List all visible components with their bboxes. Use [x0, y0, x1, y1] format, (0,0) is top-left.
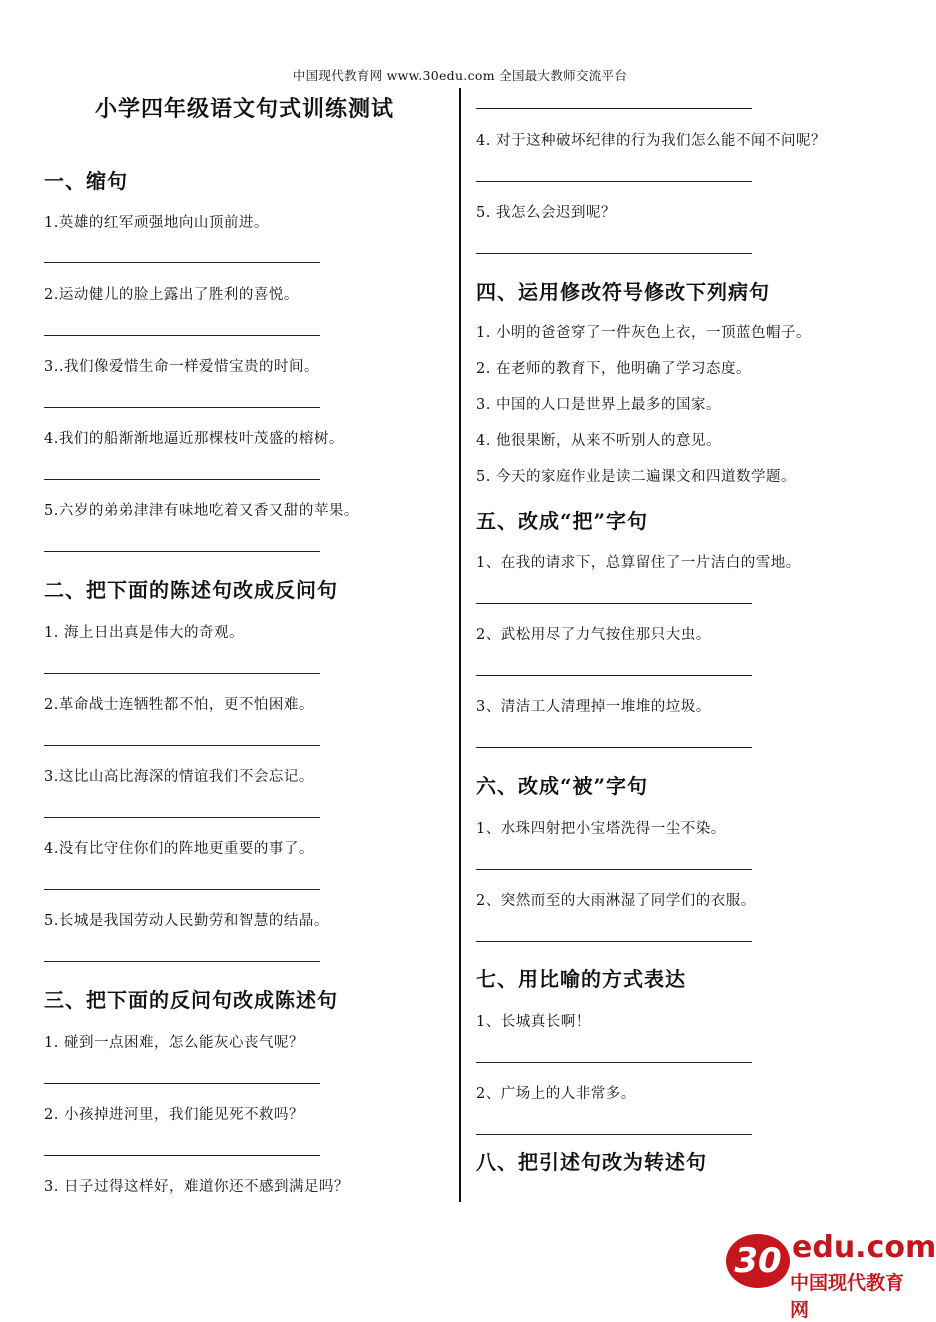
answer-line[interactable]	[44, 335, 320, 336]
answer-line[interactable]	[44, 889, 320, 890]
question: 3..我们像爱惜生命一样爱惜宝贵的时间。	[44, 359, 319, 375]
section-6-heading: 六、改成“被”字句	[476, 774, 649, 798]
question: 2. 在老师的教育下，他明确了学习态度。	[476, 361, 751, 377]
answer-line[interactable]	[476, 603, 752, 604]
section-4-heading: 四、运用修改符号修改下列病句	[476, 280, 770, 304]
question: 4. 对于这种破坏纪律的行为我们怎么能不闻不问呢？	[476, 133, 826, 149]
section-5-heading: 五、改成“把”字句	[476, 509, 649, 533]
site-logo[interactable]	[726, 1230, 936, 1321]
question: 2.革命战士连牺牲都不怕，更不怕困难。	[44, 697, 314, 713]
answer-line[interactable]	[44, 1155, 320, 1156]
question: 1、水珠四射把小宝塔洗得一尘不染。	[476, 821, 726, 837]
section-7-heading: 七、用比喻的方式表达	[476, 967, 686, 991]
section-2-heading: 二、把下面的陈述句改成反问句	[44, 578, 338, 602]
section-3-heading: 三、把下面的反问句改成陈述句	[44, 988, 338, 1012]
question: 5.长城是我国劳动人民勤劳和智慧的结晶。	[44, 913, 329, 929]
answer-line[interactable]	[476, 181, 752, 182]
answer-line[interactable]	[476, 1134, 752, 1135]
question: 5.六岁的弟弟津津有味地吃着又香又甜的苹果。	[44, 503, 359, 519]
question: 4.我们的船渐渐地逼近那棵枝叶茂盛的榕树。	[44, 431, 344, 447]
question: 2、武松用尽了力气按住那只大虫。	[476, 627, 711, 643]
logo-badge: 30	[726, 1234, 790, 1288]
logo-domain: edu.com	[792, 1230, 936, 1265]
answer-line[interactable]	[476, 1062, 752, 1063]
question: 1、在我的请求下，总算留住了一片洁白的雪地。	[476, 555, 801, 571]
question: 1、长城真长啊！	[476, 1014, 591, 1030]
question: 2. 小孩掉进河里，我们能见死不救吗？	[44, 1107, 304, 1123]
question: 3. 中国的人口是世界上最多的国家。	[476, 397, 721, 413]
answer-line[interactable]	[44, 673, 320, 674]
question: 5. 我怎么会迟到呢？	[476, 205, 616, 221]
column-divider	[459, 88, 461, 1202]
question: 1. 碰到一点困难，怎么能灰心丧气呢？	[44, 1035, 304, 1051]
question: 3. 日子过得这样好，难道你还不感到满足吗？	[44, 1179, 349, 1195]
question: 3、清洁工人清理掉一堆堆的垃圾。	[476, 699, 711, 715]
question: 2.运动健儿的脸上露出了胜利的喜悦。	[44, 287, 299, 303]
section-8-heading: 八、把引述句改为转述句	[476, 1150, 707, 1174]
site-header: 中国现代教育网 www.30edu.com 全国最大教师交流平台	[292, 68, 628, 83]
answer-line[interactable]	[476, 108, 752, 109]
answer-line[interactable]	[476, 253, 752, 254]
answer-line[interactable]	[476, 747, 752, 748]
question: 1. 海上日出真是伟大的奇观。	[44, 625, 244, 641]
question: 5. 今天的家庭作业是读二遍课文和四道数学题。	[476, 469, 796, 485]
answer-line[interactable]	[44, 1083, 320, 1084]
question: 2、广场上的人非常多。	[476, 1086, 636, 1102]
question: 3.这比山高比海深的情谊我们不会忘记。	[44, 769, 314, 785]
answer-line[interactable]	[44, 745, 320, 746]
answer-line[interactable]	[476, 941, 752, 942]
question: 4.没有比守住你们的阵地更重要的事了。	[44, 841, 314, 857]
question: 1. 小明的爸爸穿了一件灰色上衣，一顶蓝色帽子。	[476, 325, 811, 341]
logo-name: 中国现代教育网	[790, 1272, 905, 1321]
question: 1.英雄的红军顽强地向山顶前进。	[44, 215, 269, 231]
answer-line[interactable]	[44, 961, 320, 962]
page-title: 小学四年级语文句式训练测试	[95, 96, 395, 122]
question: 4. 他很果断，从来不听别人的意见。	[476, 433, 721, 449]
answer-line[interactable]	[44, 551, 320, 552]
answer-line[interactable]	[44, 479, 320, 480]
answer-line[interactable]	[44, 817, 320, 818]
section-1-heading: 一、缩句	[44, 169, 128, 193]
answer-line[interactable]	[476, 675, 752, 676]
answer-line[interactable]	[44, 262, 320, 263]
answer-line[interactable]	[44, 407, 320, 408]
answer-line[interactable]	[476, 869, 752, 870]
question: 2、突然而至的大雨淋湿了同学们的衣服。	[476, 893, 756, 909]
